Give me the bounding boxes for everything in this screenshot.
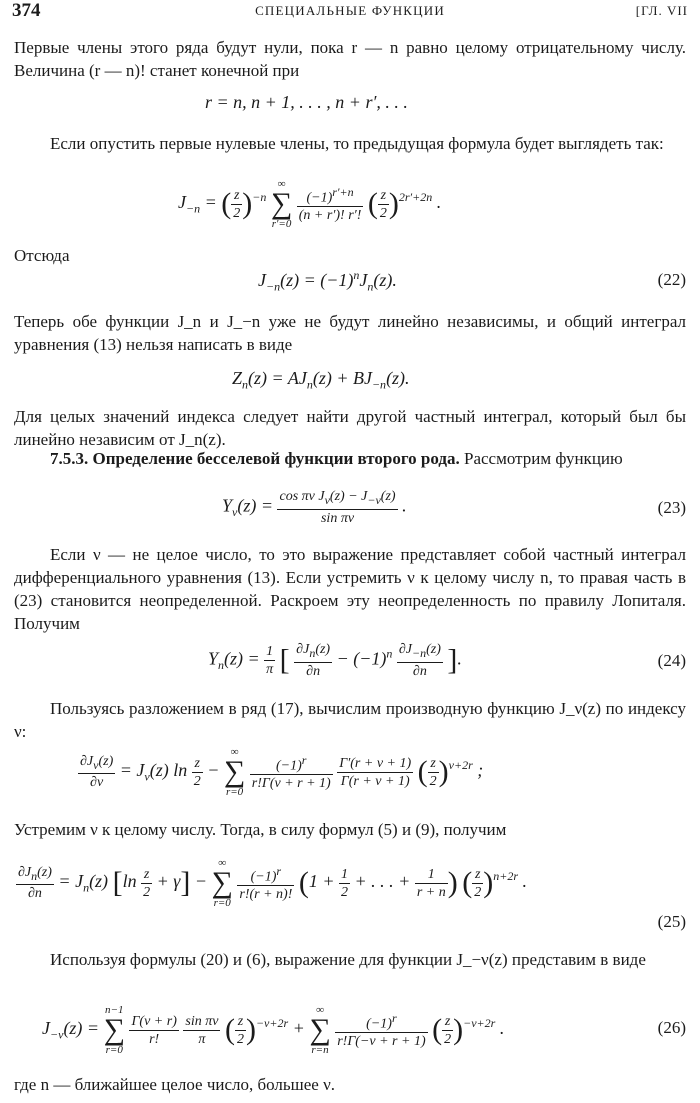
section-rest: Рассмотрим функцию — [464, 449, 623, 468]
paragraph-5: Для целых значений индекса следует найти другой частный интеграл, который был бы линейно независим от J_n(z). — [14, 407, 686, 449]
paragraph-6: Если ν — не целое число, то это выражение представляет собой частный интеграл дифференциального уравнения (13). Если устремить ν к целому числу n, то правая часть в (23) становится неопределенной. Раскроем эту неопределенность по правилу Лопиталя. Получим — [14, 545, 686, 633]
equation-25: $\frac{\partial J_n(z)}{\partial n}$ = $J_n(z)$ [ln $\frac{z}{2}$ + γ] − ∞ ∑ r=0 $\frac{(-1)^r}{r!(r + n)!}$ (1 + $\frac{1}{2}$ + . . . + $\frac{1}{r + n}$ ) ( $\frac{z}{2}$ )$^{n+2r}$ . — [18, 857, 528, 909]
section-7-5-3 — [14, 447, 686, 470]
equation-number-26: (26) — [657, 1018, 686, 1037]
section-title: Определение бесселевой функции второго рода. — [92, 449, 460, 468]
equation-values: r = n, n + 1, . . . , n + r′, . . . — [205, 92, 408, 112]
equation-j-minus-n-series: $J_{-n}$ = ( $\frac{z}{2}$ )$^{-n}$ ∞ ∑ r′=0 $\frac{(-1)^{r'+n}}{(n + r')! r'!}$ ( $\frac{z}{2}$ )$^{2r'+2n}$ . — [178, 178, 442, 230]
paragraph-4: Теперь обе функции J_n и J_−n уже не будут линейно независимы, и общий интеграл уравнения (13) нельзя написать в виде — [14, 312, 686, 354]
equation-number-24: (24) — [657, 651, 686, 670]
equation-number-25: (25) — [657, 912, 686, 931]
paragraph-7: Пользуясь разложением в ряд (17), вычислим производную функцию J_ν(z) по индексу ν: — [14, 699, 686, 741]
paragraph-3: Отсюда — [14, 246, 70, 265]
paragraph-2: Если опустить первые нулевые члены, то предыдущая формула будет выглядеть так: — [50, 134, 664, 153]
chapter-label: [ГЛ. VII — [635, 3, 688, 18]
paragraph-10: где n — ближайшее целое число, большее ν. — [14, 1075, 336, 1094]
page-header — [12, 0, 688, 22]
paragraph-9: Используя формулы (20) и (6), выражение для функции J_−ν(z) представим в виде — [50, 950, 646, 969]
equation-23: $Y_\nu(z)$ = $\frac{\cos \pi\nu J_\nu(z) - J_{-\nu}(z)}{\text{sin πν}}$ . — [222, 489, 407, 526]
equation-general-integral: $Z_n(z) = AJ_n(z) + BJ_{-n}(z)$. — [232, 368, 410, 392]
equation-derivative-nu: $\frac{\partial J_\nu(z)}{\partial\nu}$ = $J_\nu(z)$ ln $\frac{z}{2}$ − ∞ ∑ r=0 $\frac{(-1)^r}{r!\Gamma(\nu + r + 1)}$ $\frac{\Gamma'(r + \nu + 1)}{\Gamma(r + \nu + 1)}$ ( $\frac{z}{2}$ )$^{\nu+2r}$ ; — [80, 746, 484, 798]
equation-24: $Y_n(z)$ = $\frac{1}{\pi}$ [ $\frac{\partial J_n(z)}{\partial n}$ − $(-1)^n$ $\frac{\partial J_{-n}(z)}{\partial n}$ ]. — [208, 642, 462, 679]
running-title: СПЕЦИАЛЬНЫЕ ФУНКЦИИ — [255, 3, 445, 18]
paragraph-8: Устремим ν к целому числу. Тогда, в силу формул (5) и (9), получим — [14, 820, 507, 839]
equation-22: $J_{-n}(z) = (-1)^nJ_n(z)$. — [258, 268, 397, 294]
section-number: 7.5.3. — [50, 449, 89, 468]
page-number: 374 — [12, 0, 41, 21]
equation-number-22: (22) — [657, 270, 686, 289]
equation-number-23: (23) — [657, 498, 686, 517]
paragraph-1: Первые члены этого ряда будут нули, пока r — n равно целому отрицательному числу. Величина (r — n)! станет конечной при — [14, 38, 686, 80]
equation-26: $J_{-\nu}(z)$ = n−1 ∑ r=0 $\frac{\Gamma(\nu + r)}{r!}$ $\frac{\text{sin πν}}{\pi}$ ( $\frac{z}{2}$ )$^{-\nu+2r}$ + ∞ ∑ r=n $\frac{(-1)^r}{r!\Gamma(-\nu + r + 1)}$ ( $\frac{z}{2}$ )$^{-\nu+2r}$ . — [42, 1004, 505, 1056]
